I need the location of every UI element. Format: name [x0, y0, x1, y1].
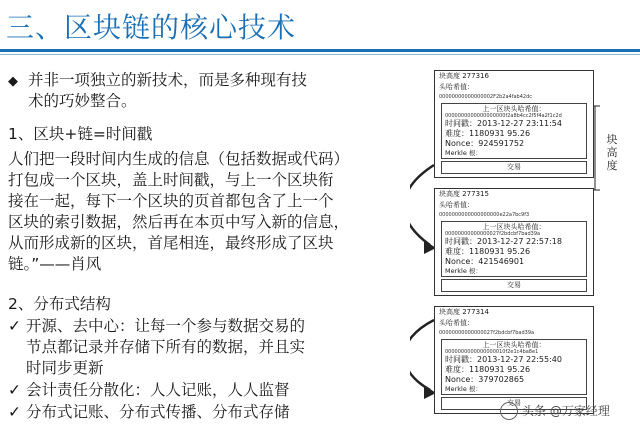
section1-line: 人们把一段时间内生成的信息（包括数据或代码） [8, 150, 350, 168]
list-item: ✓ 开源、去中心：让每一个参与数据交易的 [8, 317, 306, 335]
blockchain-diagram [410, 70, 640, 436]
check-icon: ✓ [8, 403, 21, 421]
check-icon: ✓ [8, 317, 21, 335]
block-card: 块高度 277316 头哈希值： 00000000000000002F2b2a4fab42dc 上一区块头哈希值： 0000000000000000000f2a8b4cc2f5f4a2f1c2d 时间戳：2013-12-27 23:11:54 难度：1180931 95.26 Nonce：924591752 Merkle 根： 交易 [434, 70, 594, 178]
section2-heading: 2、分布式结构 [8, 295, 111, 313]
list-item: ✓ 分布式记账、分布式传播、分布式存储 [8, 403, 290, 421]
section1-line: 区块的索引数据，然后再在本页中写入新的信息， [8, 213, 350, 231]
list-item-cont: 节点都记录并存储下所有的数据，并且实 [26, 338, 306, 356]
list-item-cont: 时同步更新 [26, 359, 104, 377]
title-bar [0, 0, 640, 48]
section1-line: 从而形成新的区块，首尾相连，最终形成了区块 [8, 234, 334, 252]
block-card: 块高度 277315 头哈希值： 0000000000000000000e22a7bc9f3 上一区块头哈希值： 00000000000000027f2bdcbf7bad39a 时间戳：2013-12-27 22:57:18 难度：1180931 95.26 Nonce：421546901 Merkle 根： 交易 [434, 188, 594, 296]
list-item: ✓ 会计责任分散化：人人记账，人人监督 [8, 381, 290, 399]
title-divider-thin [0, 54, 640, 55]
side-label: 块高度 [606, 133, 618, 172]
intro-line-2: 术的巧妙整合。 [28, 92, 137, 110]
section1-heading: 1、区块+链=时间戳 [8, 125, 153, 143]
section1-line: 打包成一个区块，盖上时间戳，与上一个区块衔 [8, 171, 334, 189]
section1-line: 链。”——肖风 [8, 255, 102, 273]
watermark: 头条 @万家经理 [522, 404, 610, 418]
intro-line-1: 并非一项独立的新技术，而是多种现有技 [28, 71, 308, 89]
page-title: 三、区块链的核心技术 [6, 11, 297, 44]
diamond-bullet-icon: ◆ [8, 74, 18, 89]
check-icon: ✓ [8, 381, 21, 399]
block-card: 块高度 277314 头哈希值： 00000000000000027f2bdcbf7bad39a 上一区块头哈希值： 0000000000000000010f2e1c4ba8e1 时间戳：2013-12-27 22:55:40 难度：1180931 95.26 Nonce：379702865 Merkle 根： 交易 [434, 306, 594, 414]
section1-line: 接在一起，每下一个区块的页首都包含了上一个 [8, 192, 334, 210]
watermark-logo-icon [500, 402, 518, 420]
title-divider [0, 49, 640, 52]
